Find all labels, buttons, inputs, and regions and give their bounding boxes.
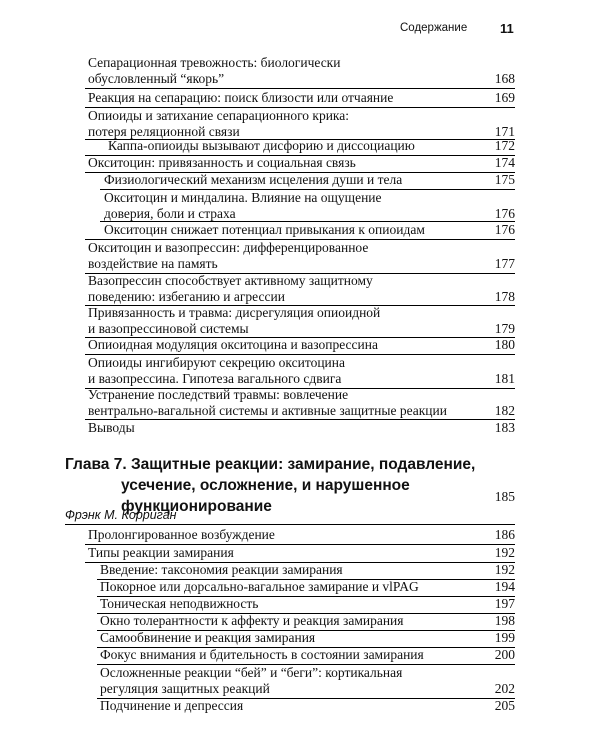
toc-entry-text-line: Сепарационная тревожность: биологически bbox=[88, 55, 341, 70]
toc-entry-page: 175 bbox=[494, 172, 515, 187]
toc-entry bbox=[88, 155, 515, 171]
toc-entry bbox=[108, 138, 515, 154]
toc-entry-page: 176 bbox=[494, 206, 515, 221]
chapter-title-line: усечение, осложнение, и нарушенное bbox=[121, 477, 410, 494]
toc-entry bbox=[100, 630, 515, 646]
toc-entry-page: 179 bbox=[494, 321, 515, 336]
toc-entry-text-line: Типы реакции замирания bbox=[88, 545, 234, 560]
toc-entry bbox=[88, 55, 515, 87]
toc-entry bbox=[100, 698, 515, 714]
toc-entry bbox=[88, 90, 515, 106]
chapter-page-number: 185 bbox=[494, 489, 515, 504]
toc-entry-text-line: Окно толерантности к аффекту и реакция замирания bbox=[100, 613, 404, 628]
chapter-author: Фрэнк М. Корриган bbox=[65, 508, 177, 522]
toc-entry-text-line: Привязанность и травма: дисрегуляция опиоидной bbox=[88, 305, 381, 320]
toc-entry-text-line: воздействие на память bbox=[88, 256, 218, 271]
entry-separator bbox=[85, 88, 515, 89]
toc-entry bbox=[100, 613, 515, 629]
chapter-title-line: Глава 7. Защитные реакции: замирание, подавление, bbox=[65, 456, 476, 473]
toc-entry-page: 176 bbox=[494, 222, 515, 237]
toc-entry-text-line: Окситоцин и вазопрессин: дифференцированное bbox=[88, 240, 369, 255]
toc-entry-text-line: Осложненные реакции “бей” и “беги”: кортикальная bbox=[100, 665, 403, 680]
toc-entry-text-line: Физиологический механизм исцеления души и тела bbox=[104, 172, 403, 187]
toc-entry-page: 181 bbox=[494, 371, 515, 386]
toc-entry-page: 169 bbox=[494, 90, 515, 105]
chapter-title-line: функционирование bbox=[121, 498, 272, 515]
author-separator bbox=[65, 524, 515, 525]
toc-entry-page: 172 bbox=[494, 138, 515, 153]
toc-entry-page: 186 bbox=[494, 527, 515, 542]
toc-entry-text-line: поведению: избеганию и агрессии bbox=[88, 289, 285, 304]
toc-entry-text-line: и вазопрессина. Гипотеза вагального сдвига bbox=[88, 371, 342, 386]
toc-entry bbox=[100, 562, 515, 578]
toc-entry bbox=[88, 545, 515, 561]
toc-entry bbox=[88, 337, 515, 353]
toc-entry-text-line: регуляция защитных реакций bbox=[100, 681, 270, 696]
toc-entry bbox=[100, 665, 515, 697]
toc-entry bbox=[104, 222, 515, 238]
toc-entry-text-line: Подчинение и депрессия bbox=[100, 698, 244, 713]
toc-entry-text-line: Фокус внимания и бдительность в состоянии замирания bbox=[100, 647, 424, 662]
toc-entry-page: 198 bbox=[494, 613, 515, 628]
toc-entry-text-line: Тоническая неподвижность bbox=[100, 596, 259, 611]
toc-entry-text-line: Каппа-опиоиды вызывают дисфорию и диссоциацию bbox=[108, 138, 415, 153]
toc-entry-page: 202 bbox=[494, 681, 515, 696]
running-header-page-number: 11 bbox=[500, 21, 514, 36]
toc-entry-text-line: Покорное или дорсально-вагальное замирание и vlPAG bbox=[100, 579, 419, 594]
toc-entry-text-line: доверия, боли и страха bbox=[104, 206, 236, 221]
toc-entry-text-line: вентрально-вагальной системы и активные защитные реакции bbox=[88, 403, 447, 418]
toc-entry bbox=[88, 387, 515, 419]
toc-entry-text-line: Окситоцин снижает потенциал привыкания к опиоидам bbox=[104, 222, 425, 237]
toc-entry-text-line: Устранение последствий травмы: вовлечение bbox=[88, 387, 349, 402]
toc-entry-text-line: Вазопрессин способствует активному защитному bbox=[88, 273, 373, 288]
toc-entry-text-line: Окситоцин и миндалина. Влияние на ощущение bbox=[104, 190, 382, 205]
running-header-title: Содержание bbox=[400, 22, 468, 34]
toc-entry-text-line: Введение: таксономия реакции замирания bbox=[100, 562, 343, 577]
toc-entry-page: 192 bbox=[494, 562, 515, 577]
toc-entry bbox=[88, 108, 515, 140]
toc-entry bbox=[88, 355, 515, 387]
toc-entry bbox=[104, 190, 515, 222]
toc-entry-page: 174 bbox=[494, 155, 515, 170]
toc-entry-text-line: обусловленный “якорь” bbox=[88, 71, 225, 86]
toc-entry-page: 183 bbox=[494, 420, 515, 435]
toc-entry-text-line: Реакция на сепарацию: поиск близости или отчаяние bbox=[88, 90, 394, 105]
toc-entry bbox=[100, 596, 515, 612]
toc-entry-page: 194 bbox=[494, 579, 515, 594]
toc-entry-page: 182 bbox=[494, 403, 515, 418]
toc-entry-page: 192 bbox=[494, 545, 515, 560]
toc-entry-page: 177 bbox=[494, 256, 515, 271]
toc-entry-text-line: Опиоиды ингибируют секрецию окситоцина bbox=[88, 355, 345, 370]
toc-entry bbox=[88, 273, 515, 305]
toc-entry-page: 180 bbox=[494, 337, 515, 352]
toc-entry-page: 171 bbox=[494, 124, 515, 139]
toc-entry-text-line: Опиоиды и затихание сепарационного крика: bbox=[88, 108, 350, 123]
toc-entry-page: 199 bbox=[494, 630, 515, 645]
toc-entry-text-line: Самообвинение и реакция замирания bbox=[100, 630, 316, 645]
toc-entry-page: 168 bbox=[494, 71, 515, 86]
toc-entry bbox=[100, 647, 515, 663]
toc-entry-page: 200 bbox=[494, 647, 515, 662]
toc-entry-text-line: Окситоцин: привязанность и социальная связь bbox=[88, 155, 356, 170]
toc-entry-text-line: Пролонгированное возбуждение bbox=[88, 527, 275, 542]
toc-entry-page: 197 bbox=[494, 596, 515, 611]
toc-entry-text-line: Опиоидная модуляция окситоцина и вазопрессина bbox=[88, 337, 378, 352]
toc-entry bbox=[88, 420, 515, 436]
toc-entry-text-line: потеря реляционной связи bbox=[88, 124, 240, 139]
toc-entry-text-line: Выводы bbox=[88, 420, 135, 435]
toc-entry-page: 178 bbox=[494, 289, 515, 304]
toc-entry bbox=[100, 579, 515, 595]
toc-entry bbox=[88, 305, 515, 337]
toc-entry bbox=[88, 240, 515, 272]
toc-entry bbox=[88, 527, 515, 543]
toc-entry bbox=[104, 172, 515, 188]
running-header bbox=[0, 22, 600, 38]
toc-entry-page: 205 bbox=[494, 698, 515, 713]
toc-entry-text-line: и вазопрессиновой системы bbox=[88, 321, 249, 336]
